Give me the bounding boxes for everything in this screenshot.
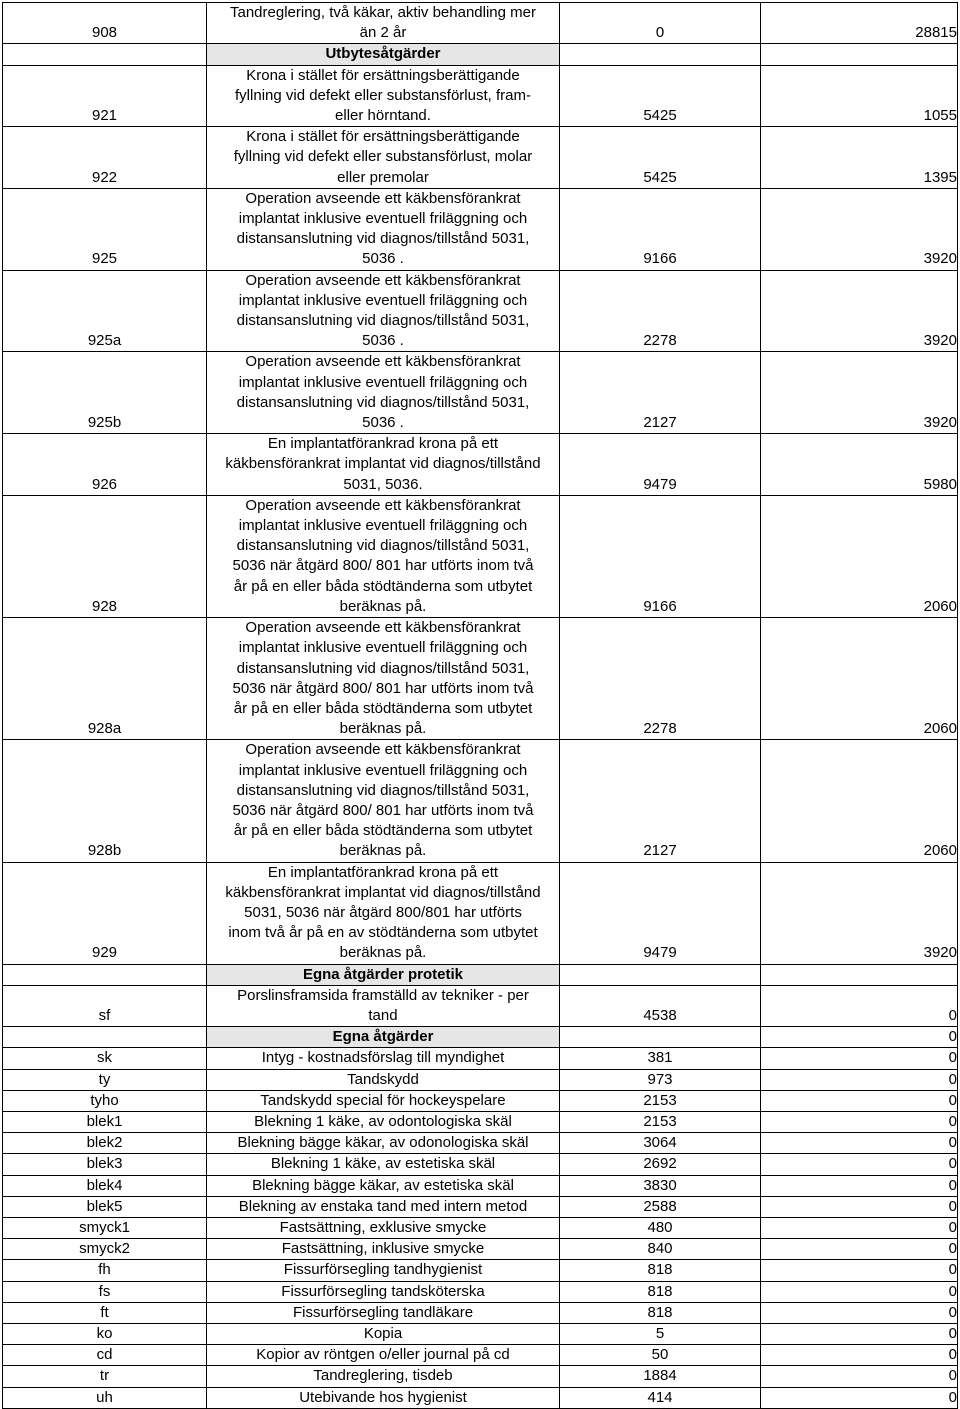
table-row: [3, 495, 958, 617]
row-description-text: Operation avseende ett käkbensförankrat implantat inklusive eventuell friläggning och distansanslutning vid diagnos/tillstånd 5031, 5036 när åtgärd 800/ 801 har utförts inom två år på en eller båda stödtänderna som utbytet beräknas på.: [232, 619, 534, 738]
row-description: [207, 1302, 560, 1323]
row-description-text: Blekning bägge käkar, av odonologiska skäl: [237, 1134, 529, 1152]
row-code-text: 921: [91, 107, 118, 125]
table-row: [3, 862, 958, 964]
table-row: [3, 3, 958, 44]
row-description-text: Operation avseende ett käkbensförankrat implantat inklusive eventuell friläggning och distansanslutning vid diagnos/tillstånd 5031, 5036 .: [236, 189, 530, 268]
row-price-b-text: 3920: [923, 414, 957, 432]
row-description: [207, 270, 560, 352]
row-code-text: 928b: [87, 842, 122, 860]
row-code: [3, 495, 207, 617]
row-description: [207, 1324, 560, 1345]
row-description-text: Kopia: [363, 1325, 403, 1342]
row-price-b: [761, 1175, 958, 1196]
row-price-b: [761, 1324, 958, 1345]
row-price-b: [761, 3, 958, 44]
row-price-b: [761, 1387, 958, 1408]
row-price-a-text: 9479: [643, 944, 677, 962]
row-description-text: Fissurförsegling tandhygienist: [283, 1261, 483, 1279]
section-header-row: [3, 1027, 958, 1048]
row-code: [3, 1175, 207, 1196]
row-price-b: [761, 985, 958, 1026]
row-code-text: 925b: [87, 414, 122, 432]
row-code-text: blek5: [86, 1197, 123, 1215]
row-description: [207, 1217, 560, 1238]
row-price-b: [761, 188, 958, 270]
table-row: [3, 1133, 958, 1154]
section-title: [207, 44, 560, 65]
row-description: [207, 1196, 560, 1217]
row-price-b: [761, 1260, 958, 1281]
row-price-b: [761, 1281, 958, 1302]
row-description-text: En implantatförankrad krona på ett käkbensförankrat implantat vid diagnos/tillstånd 5031, 5036.: [225, 435, 541, 493]
row-code-text: ko: [96, 1325, 113, 1342]
row-price-a-text: 5425: [643, 168, 677, 186]
row-code: [3, 1345, 207, 1366]
row-code-text: blek4: [86, 1176, 123, 1194]
row-description: [207, 65, 560, 127]
row-price-a-text: 4538: [643, 1006, 677, 1024]
row-description-text: Blekning 1 käke, av odontologiska skäl: [254, 1112, 512, 1130]
row-price-a: [560, 862, 761, 964]
row-price-b: [761, 1090, 958, 1111]
row-price-b-text: 0: [948, 1303, 957, 1321]
row-code-text: ty: [98, 1070, 111, 1088]
row-description: [207, 3, 560, 44]
row-price-b: [761, 964, 958, 985]
row-description-text: Fissurförsegling tandsköterska: [281, 1282, 485, 1300]
row-code: [3, 1366, 207, 1387]
row-price-a-text: 973: [647, 1070, 673, 1088]
row-code-text: 922: [91, 168, 118, 186]
row-code-text: blek2: [86, 1134, 123, 1152]
row-description-text: Fastsättning, inklusive smycke: [281, 1240, 485, 1258]
row-price-a: [560, 1111, 761, 1132]
table-row: [3, 740, 958, 862]
row-code: [3, 44, 207, 65]
row-price-a-text: 0: [655, 24, 665, 42]
row-price-a: [560, 1302, 761, 1323]
row-code-text: sf: [98, 1006, 111, 1024]
row-price-b: [761, 434, 958, 496]
row-price-a-text: 2278: [643, 332, 677, 350]
row-description-text: Tandskydd special för hockeyspelare: [260, 1091, 506, 1109]
row-price-b-text: 0: [948, 1049, 957, 1067]
row-code: [3, 1324, 207, 1345]
row-code-text: 929: [91, 944, 118, 962]
table-row: [3, 1154, 958, 1175]
row-description: [207, 1281, 560, 1302]
row-description: [207, 1366, 560, 1387]
row-price-a-text: 5: [655, 1325, 665, 1342]
row-price-b: [761, 44, 958, 65]
row-description: [207, 1260, 560, 1281]
row-code: [3, 862, 207, 964]
table-row: [3, 1217, 958, 1238]
row-price-a: [560, 1196, 761, 1217]
row-description-text: Utebivande hos hygienist: [299, 1388, 467, 1406]
row-price-b-text: 0: [948, 1346, 957, 1364]
row-price-b: [761, 270, 958, 352]
row-code-text: blek1: [86, 1112, 123, 1130]
row-price-a-text: 381: [647, 1049, 673, 1067]
row-price-a-text: 818: [647, 1303, 673, 1321]
row-price-b: [761, 65, 958, 127]
row-price-a-text: 2278: [643, 720, 677, 738]
row-code: [3, 1069, 207, 1090]
row-description-text: Fastsättning, exklusive smycke: [279, 1218, 487, 1236]
table-row: [3, 1239, 958, 1260]
row-description: [207, 1345, 560, 1366]
row-price-a: [560, 985, 761, 1026]
row-description-text: Intyg - kostnadsförslag till myndighet: [261, 1049, 505, 1067]
row-price-b-text: 0: [948, 1367, 957, 1385]
row-description: [207, 862, 560, 964]
row-price-a: [560, 495, 761, 617]
row-description: [207, 740, 560, 862]
row-price-b: [761, 1048, 958, 1069]
row-description: [207, 495, 560, 617]
row-price-b: [761, 495, 958, 617]
row-code: [3, 1111, 207, 1132]
row-description-text: Operation avseende ett käkbensförankrat implantat inklusive eventuell friläggning och distansanslutning vid diagnos/tillstånd 5031, 5036 när åtgärd 800/ 801 har utförts inom två år på en eller båda stödtänderna som utbytet beräknas på.: [232, 741, 534, 860]
row-code-text: 928: [91, 597, 118, 615]
row-code: [3, 1090, 207, 1111]
row-description: [207, 985, 560, 1026]
row-code: [3, 1302, 207, 1323]
row-price-a-text: 414: [647, 1388, 673, 1406]
row-code-text: ft: [100, 1303, 109, 1321]
row-price-a: [560, 434, 761, 496]
row-price-b-text: 0: [948, 1261, 957, 1279]
row-code-text: smyck2: [79, 1240, 130, 1258]
table-row: [3, 1366, 958, 1387]
row-price-b-text: 2060: [923, 842, 957, 860]
table-row: [3, 1281, 958, 1302]
table-row: [3, 1260, 958, 1281]
row-code-text: blek3: [86, 1155, 123, 1173]
row-code-text: fs: [98, 1282, 111, 1300]
row-price-b-text: 2060: [923, 720, 957, 738]
row-code-text: uh: [96, 1388, 113, 1406]
row-price-b: [761, 618, 958, 740]
table-row: [3, 1324, 958, 1345]
row-price-a-text: 50: [651, 1346, 669, 1364]
row-description-text: En implantatförankrad krona på ett käkbensförankrat implantat vid diagnos/tillstånd 5031, 5036 när åtgärd 800/801 har utförts inom två år på en av stödtänderna som utbytet beräknas på.: [225, 863, 541, 962]
row-price-b: [761, 1154, 958, 1175]
row-price-b: [761, 127, 958, 189]
row-price-b: [761, 1345, 958, 1366]
row-price-b: [761, 740, 958, 862]
row-code: [3, 1217, 207, 1238]
row-description-text: Porslinsframsida framställd av tekniker - per tand: [237, 986, 529, 1024]
row-price-b-text: 3920: [923, 332, 957, 350]
row-price-a-text: 840: [647, 1240, 673, 1258]
row-price-a-text: 2127: [643, 414, 677, 432]
row-description-text: Egna åtgärder: [332, 1028, 434, 1046]
row-price-a-text: 2153: [643, 1112, 677, 1130]
row-code-text: cd: [96, 1346, 113, 1364]
row-code-text: fh: [98, 1261, 111, 1279]
row-code-text: 925: [91, 250, 118, 268]
row-price-b-text: 0: [948, 1155, 957, 1173]
row-price-b: [761, 1069, 958, 1090]
row-code-text: 926: [91, 475, 118, 493]
row-price-a: [560, 1260, 761, 1281]
row-price-a: [560, 1387, 761, 1408]
row-description-text: Egna åtgärder protetik: [302, 965, 464, 983]
section-title: [207, 964, 560, 985]
table-row: [3, 1345, 958, 1366]
row-price-a-text: 818: [647, 1282, 673, 1300]
row-price-a-text: 9166: [643, 597, 677, 615]
row-price-a-text: 9479: [643, 475, 677, 493]
table-row: [3, 352, 958, 434]
table-row: [3, 985, 958, 1026]
row-price-b-text: 0: [948, 1282, 957, 1300]
table-row: [3, 1111, 958, 1132]
row-description: [207, 1387, 560, 1408]
row-price-a: [560, 352, 761, 434]
row-price-a-text: 480: [647, 1218, 673, 1236]
row-description: [207, 618, 560, 740]
row-price-a: [560, 270, 761, 352]
row-price-b-text: 0: [948, 1325, 957, 1342]
row-price-a-text: 3064: [643, 1134, 677, 1152]
row-price-a-text: 2588: [643, 1197, 677, 1215]
row-price-a: [560, 3, 761, 44]
row-price-a-text: 5425: [643, 107, 677, 125]
table-row: [3, 1090, 958, 1111]
row-price-a-text: 2127: [643, 842, 677, 860]
row-description-text: Blekning bägge käkar, av estetiska skäl: [252, 1176, 514, 1194]
row-price-b-text: 0: [948, 1176, 957, 1194]
row-price-b-text: 0: [948, 1388, 957, 1406]
table-row: [3, 270, 958, 352]
table-row: [3, 434, 958, 496]
row-code: [3, 1196, 207, 1217]
row-description-text: Tandreglering, två käkar, aktiv behandling mer än 2 år: [229, 4, 536, 42]
row-price-a-text: 9166: [643, 250, 677, 268]
price-table: [2, 2, 958, 1409]
row-description: [207, 1069, 560, 1090]
row-code: [3, 740, 207, 862]
row-price-a: [560, 65, 761, 127]
row-code-text: 928a: [87, 720, 122, 738]
row-price-b-text: 3920: [923, 250, 957, 268]
row-price-a-text: 1884: [643, 1367, 677, 1385]
row-code: [3, 618, 207, 740]
row-code: [3, 1133, 207, 1154]
row-price-a-text: 2153: [643, 1091, 677, 1109]
table-row: [3, 1196, 958, 1217]
row-code-text: tyho: [90, 1091, 119, 1109]
row-description: [207, 1175, 560, 1196]
row-code: [3, 1260, 207, 1281]
table-row: [3, 188, 958, 270]
row-description: [207, 1239, 560, 1260]
row-price-b-text: 0: [948, 1240, 957, 1258]
row-code: [3, 1048, 207, 1069]
row-price-a: [560, 188, 761, 270]
row-description: [207, 1090, 560, 1111]
row-description-text: Tandreglering, tisdeb: [313, 1367, 453, 1385]
row-description-text: Blekning 1 käke, av estetiska skäl: [270, 1155, 496, 1173]
table-row: [3, 1175, 958, 1196]
row-price-b: [761, 352, 958, 434]
row-price-a: [560, 1175, 761, 1196]
row-code: [3, 1027, 207, 1048]
table-row: [3, 1069, 958, 1090]
table-row: [3, 618, 958, 740]
row-code: [3, 964, 207, 985]
row-description: [207, 352, 560, 434]
row-description-text: Operation avseende ett käkbensförankrat implantat inklusive eventuell friläggning och distansanslutning vid diagnos/tillstånd 5031, 5036 .: [236, 271, 530, 350]
row-price-a: [560, 1345, 761, 1366]
row-price-b: [761, 862, 958, 964]
row-price-b: [761, 1366, 958, 1387]
row-code: [3, 352, 207, 434]
row-price-a: [560, 1090, 761, 1111]
row-description-text: Kopior av röntgen o/eller journal på cd: [256, 1346, 510, 1364]
row-description-text: Tandskydd: [347, 1070, 419, 1088]
row-price-b-text: 0: [948, 1218, 957, 1236]
row-code: [3, 1239, 207, 1260]
row-description: [207, 1048, 560, 1069]
row-description-text: Krona i stället för ersättningsberättigande fyllning vid defekt eller substansförlust, molar eller premolar: [233, 128, 533, 186]
row-description-text: Operation avseende ett käkbensförankrat implantat inklusive eventuell friläggning och distansanslutning vid diagnos/tillstånd 5031, 5036 när åtgärd 800/ 801 har utförts inom två år på en eller båda stödtänderna som utbytet beräknas på.: [232, 496, 534, 615]
row-description-text: Utbytesåtgärder: [325, 45, 441, 63]
price-table-body: [3, 3, 958, 1409]
row-price-a: [560, 1239, 761, 1260]
table-row: [3, 65, 958, 127]
row-price-b-text: 0: [948, 1197, 957, 1215]
row-description: [207, 434, 560, 496]
section-header-row: [3, 44, 958, 65]
section-header-row: [3, 964, 958, 985]
row-price-b: [761, 1302, 958, 1323]
row-code-text: tr: [99, 1367, 110, 1385]
row-price-b-text: 5980: [923, 475, 957, 493]
row-code: [3, 65, 207, 127]
row-price-b-text: 3920: [923, 944, 957, 962]
row-code-text: sk: [97, 1049, 112, 1067]
row-price-a: [560, 1324, 761, 1345]
row-price-b-text: 0: [948, 1006, 957, 1024]
row-price-a: [560, 1366, 761, 1387]
row-code: [3, 3, 207, 44]
row-price-b-text: 0: [948, 1070, 957, 1088]
row-price-a: [560, 1217, 761, 1238]
row-price-b: [761, 1217, 958, 1238]
row-code: [3, 270, 207, 352]
row-code: [3, 1154, 207, 1175]
row-code: [3, 434, 207, 496]
row-price-a: [560, 618, 761, 740]
row-description-text: Krona i stället för ersättningsberättigande fyllning vid defekt eller substansförlust, fram- eller hörntand.: [235, 66, 531, 125]
row-price-a: [560, 1281, 761, 1302]
row-code-text: smyck1: [79, 1218, 130, 1236]
row-price-a: [560, 1069, 761, 1090]
row-price-b: [761, 1196, 958, 1217]
row-description: [207, 1133, 560, 1154]
row-price-b-text: 0: [948, 1112, 957, 1130]
row-price-b: [761, 1111, 958, 1132]
row-price-b-text: 0: [948, 1134, 957, 1152]
row-description: [207, 188, 560, 270]
row-price-b-text: 2060: [923, 597, 957, 615]
row-price-b: [761, 1027, 958, 1048]
table-row: [3, 1302, 958, 1323]
row-code: [3, 1387, 207, 1408]
section-title: [207, 1027, 560, 1048]
table-row: [3, 127, 958, 189]
row-code: [3, 1281, 207, 1302]
row-description: [207, 1111, 560, 1132]
row-price-b-text: 0: [948, 1091, 957, 1109]
row-price-b-text: 1395: [923, 168, 957, 186]
table-row: [3, 1387, 958, 1408]
row-price-b-text: 1055: [923, 107, 957, 125]
row-code: [3, 188, 207, 270]
row-code: [3, 985, 207, 1026]
row-price-a: [560, 1133, 761, 1154]
row-price-b: [761, 1133, 958, 1154]
row-price-b-text: 28815: [915, 24, 957, 42]
row-price-b: [761, 1239, 958, 1260]
row-price-a: [560, 127, 761, 189]
row-price-a: [560, 44, 761, 65]
row-description-text: Blekning av enstaka tand med intern metod: [238, 1197, 528, 1215]
row-price-a: [560, 964, 761, 985]
row-price-a: [560, 1027, 761, 1048]
row-price-a-text: 3830: [643, 1176, 677, 1194]
row-description-text: Fissurförsegling tandläkare: [292, 1303, 474, 1321]
row-code-text: 908: [91, 24, 118, 42]
row-code-text: 925a: [87, 332, 122, 350]
row-code: [3, 127, 207, 189]
row-price-a: [560, 740, 761, 862]
row-description: [207, 1154, 560, 1175]
row-price-a-text: 2692: [643, 1155, 677, 1173]
row-price-a: [560, 1048, 761, 1069]
row-description-text: Operation avseende ett käkbensförankrat implantat inklusive eventuell friläggning och distansanslutning vid diagnos/tillstånd 5031, 5036 .: [236, 353, 530, 432]
row-price-b-text: 0: [948, 1028, 957, 1046]
row-description: [207, 127, 560, 189]
row-price-a-text: 818: [647, 1261, 673, 1279]
row-price-a: [560, 1154, 761, 1175]
table-row: [3, 1048, 958, 1069]
